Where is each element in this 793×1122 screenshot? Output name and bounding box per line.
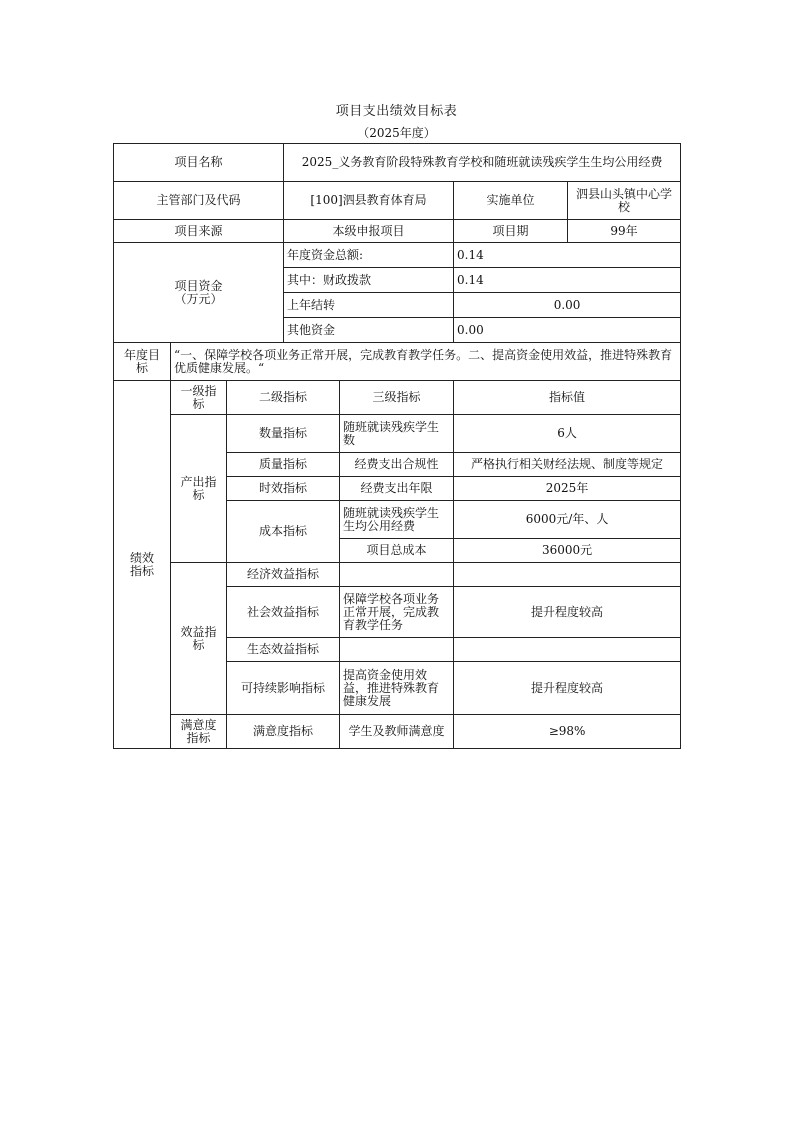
funds-row-value: 0.14	[454, 243, 681, 268]
benefit-indicator-label: 效益指标	[171, 563, 227, 715]
header-level2: 二级指标	[227, 381, 340, 415]
funds-row-value: 0.00	[454, 293, 681, 318]
funds-row-value: 0.00	[454, 318, 681, 343]
value-cell: 严格执行相关财经法规、制度等规定	[454, 453, 681, 477]
value-cell: ≥98%	[454, 715, 681, 749]
header-level3: 三级指标	[340, 381, 454, 415]
level3-cell: 随班就读残疾学生生均公用经费	[340, 501, 454, 539]
funds-label-line2: （万元）	[174, 291, 223, 306]
value-cell: 36000元	[454, 539, 681, 563]
funds-label	[114, 243, 284, 343]
level2-cell: 社会效益指标	[227, 587, 340, 638]
dept-label: 主管部门及代码	[114, 182, 284, 220]
value-cell: 提升程度较高	[454, 662, 681, 715]
level2-cell: 质量指标	[227, 453, 340, 477]
document-title: 项目支出绩效目标表	[335, 104, 458, 119]
annual-goal-text: “一、保障学校各项业务正常开展，完成教育教学任务。二、提高资金使用效益，推进特殊教育优质健康发展。“	[171, 343, 681, 381]
funds-row-value: 0.14	[454, 268, 681, 293]
level3-cell: 提高资金使用效益，推进特殊教育健康发展	[340, 662, 454, 715]
value-cell: 提升程度较高	[454, 587, 681, 638]
level3-cell: 学生及教师满意度	[340, 715, 454, 749]
project-name-value: 2025_义务教育阶段特殊教育学校和随班就读残疾学生生均公用经费	[284, 144, 681, 182]
level2-cell: 生态效益指标	[227, 638, 340, 662]
funds-row-label: 其中：财政拨款	[284, 268, 454, 293]
impl-unit-label: 实施单位	[454, 182, 568, 220]
period-label: 项目期	[454, 220, 568, 243]
header-level1: 一级指标	[171, 381, 227, 415]
satisfaction-indicator-label: 满意度指标	[171, 715, 227, 749]
output-indicator-label: 产出指标	[171, 415, 227, 563]
annual-goal-label: 年度目标	[114, 343, 171, 381]
level3-cell: 经费支出年限	[340, 477, 454, 501]
level2-cell: 时效指标	[227, 477, 340, 501]
value-cell: 6000元/年、人	[454, 501, 681, 539]
funds-label-line1: 项目资金	[174, 278, 223, 293]
level3-cell: 随班就读残疾学生数	[340, 415, 454, 453]
level3-cell: 经费支出合规性	[340, 453, 454, 477]
source-value: 本级申报项目	[284, 220, 454, 243]
document-subtitle: （2025年度）	[357, 126, 436, 140]
level2-cell: 经济效益指标	[227, 563, 340, 587]
impl-unit-value: 泗县山头镇中心学校	[568, 182, 681, 220]
level3-cell	[340, 563, 454, 587]
level2-cell: 成本指标	[227, 501, 340, 563]
value-cell: 6人	[454, 415, 681, 453]
funds-row-label: 年度资金总额:	[284, 243, 454, 268]
level3-cell	[340, 638, 454, 662]
project-name-label: 项目名称	[114, 144, 284, 182]
value-cell: 2025年	[454, 477, 681, 501]
value-cell	[454, 638, 681, 662]
header-value: 指标值	[454, 381, 681, 415]
level2-cell: 可持续影响指标	[227, 662, 340, 715]
level3-cell: 保障学校各项业务正常开展，完成教育教学任务	[340, 587, 454, 638]
funds-row-label: 其他资金	[284, 318, 454, 343]
funds-row-label: 上年结转	[284, 293, 454, 318]
level3-cell: 项目总成本	[340, 539, 454, 563]
performance-target-table	[113, 143, 681, 749]
source-label: 项目来源	[114, 220, 284, 243]
level2-cell: 满意度指标	[227, 715, 340, 749]
indicators-section-label: 绩效指标	[114, 381, 171, 749]
value-cell	[454, 563, 681, 587]
dept-value: [100]泗县教育体育局	[284, 182, 454, 220]
period-value: 99年	[568, 220, 681, 243]
level2-cell: 数量指标	[227, 415, 340, 453]
